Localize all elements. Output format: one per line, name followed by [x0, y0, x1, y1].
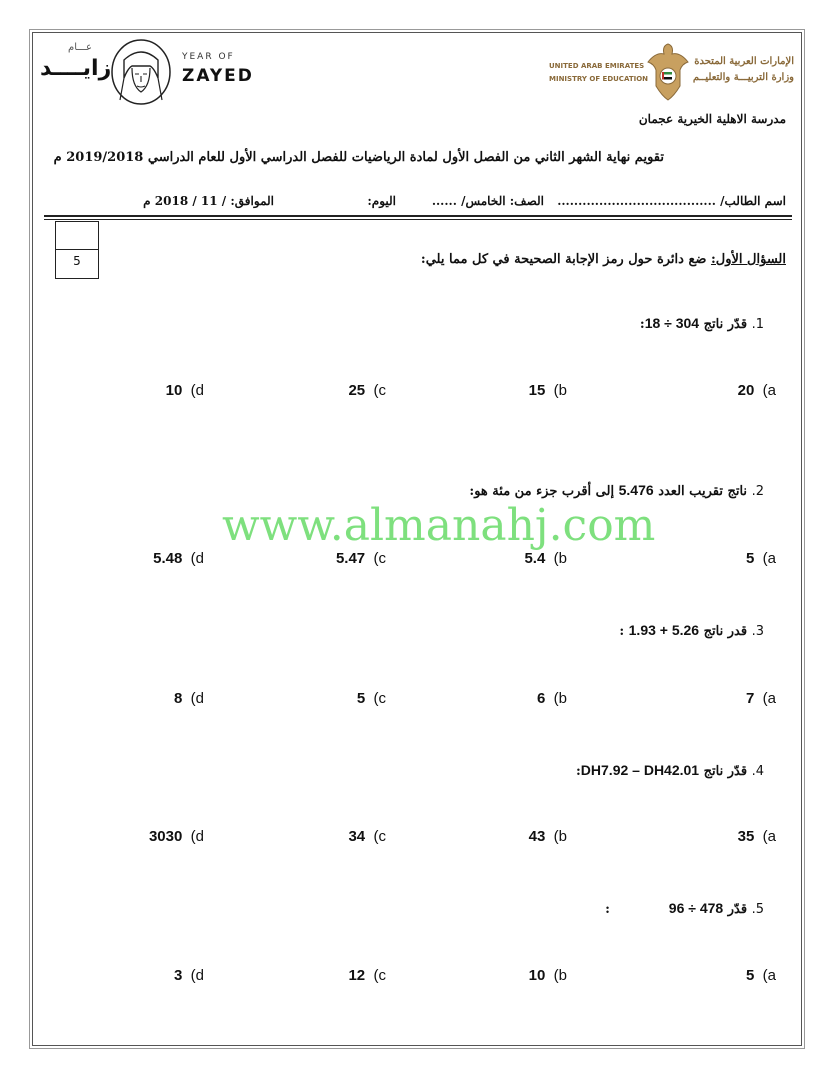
option-value: 5.4 — [524, 550, 546, 567]
question-number: 4. — [751, 764, 764, 779]
option-a[interactable] — [738, 828, 776, 845]
option-value: 3030 — [148, 828, 183, 845]
option-letter: (a — [762, 828, 776, 845]
date-field: الموافق: / 11 / 2018 م — [143, 194, 274, 208]
option-letter: (d — [190, 967, 204, 984]
exam-title: تقويم نهاية الشهر الثاني من الفصل الأول لمادة الرياضيات للفصل الدراسي الأول للعام الدراسي 2019/2018 م — [53, 150, 664, 165]
option-b[interactable] — [529, 967, 567, 984]
header-divider — [44, 215, 792, 217]
option-letter: (b — [553, 382, 567, 399]
option-value: 12 — [348, 967, 366, 984]
option-letter: (a — [762, 550, 776, 567]
option-letter: (b — [553, 828, 567, 845]
option-c[interactable] — [357, 690, 386, 707]
question-suffix: : — [575, 764, 581, 779]
option-value: 3 — [173, 967, 183, 984]
option-letter: (c — [373, 967, 386, 984]
option-c[interactable] — [348, 382, 386, 399]
question-number: 1. — [751, 317, 764, 332]
uae-arabic-line1: الإمارات العربية المتحدة — [694, 56, 794, 67]
option-value: 10 — [165, 382, 183, 399]
school-name: مدرسة الاهلية الخيرية عجمان — [638, 112, 786, 126]
watermark: www.almanahj.com — [222, 500, 656, 551]
option-value: 20 — [737, 382, 755, 399]
section-instruction: ضع دائرة حول رمز الإجابة الصحيحة في كل مما يلي: — [420, 252, 711, 267]
option-value: 10 — [528, 967, 546, 984]
option-letter: (c — [373, 828, 386, 845]
question-expression: 5.476 — [618, 482, 654, 498]
zayed-ar: زايــــد — [40, 56, 112, 81]
question-prefix: قدّر ناتج — [699, 317, 752, 332]
option-d[interactable] — [174, 967, 204, 984]
option-value: 34 — [348, 828, 366, 845]
option-value: 6 — [536, 690, 546, 707]
option-letter: (b — [553, 550, 567, 567]
student-name-field: اسم الطالب/ ...................................... — [557, 194, 786, 208]
option-a[interactable] — [746, 690, 776, 707]
year-of-label: YEAR OF — [182, 52, 235, 62]
question-number: 2. — [751, 484, 764, 499]
option-d[interactable] — [149, 828, 204, 845]
question-prefix: قدر ناتج — [699, 624, 752, 639]
option-a[interactable] — [746, 967, 776, 984]
option-b[interactable] — [524, 550, 567, 567]
option-d[interactable] — [153, 550, 204, 567]
option-a[interactable] — [746, 550, 776, 567]
year-of-zayed-logo — [40, 38, 254, 110]
header-divider-thin — [44, 219, 792, 220]
option-b[interactable] — [529, 828, 567, 845]
option-value: 15 — [528, 382, 546, 399]
question-suffix: : — [619, 624, 629, 639]
option-b[interactable] — [529, 382, 567, 399]
question-number: 5. — [751, 902, 764, 917]
option-letter: (c — [373, 550, 386, 567]
grade-box — [55, 221, 99, 279]
grade-box-divider — [56, 249, 98, 250]
option-value: 35 — [737, 828, 755, 845]
option-letter: (d — [190, 382, 204, 399]
option-value: 8 — [173, 690, 183, 707]
option-letter: (b — [553, 690, 567, 707]
section-heading — [421, 252, 786, 267]
option-d[interactable] — [174, 690, 204, 707]
option-c[interactable] — [336, 550, 386, 567]
option-value: 5 — [356, 690, 366, 707]
question-3 — [619, 622, 764, 639]
portrait-icon — [110, 38, 172, 106]
option-d[interactable] — [166, 382, 204, 399]
uae-english-line2: MINISTRY OF EDUCATION — [549, 75, 649, 83]
option-c[interactable] — [348, 828, 386, 845]
uae-arabic-line2: وزارة التربيـــة والتعليــم — [692, 72, 794, 83]
question-expression: 18 ÷ 304 — [644, 315, 700, 331]
question-2 — [469, 482, 764, 499]
option-value: 5 — [745, 550, 755, 567]
option-letter: (b — [553, 967, 567, 984]
option-value: 5.47 — [335, 550, 366, 567]
question-number: 3. — [751, 624, 764, 639]
question-suffix: : — [605, 902, 669, 917]
question-expression: 96 ÷ 478 — [668, 900, 724, 916]
zayed-english-label: ZAYED — [182, 66, 254, 86]
section-label: السؤال الأول: — [710, 252, 786, 267]
option-value: 25 — [348, 382, 366, 399]
zayed-ar-small: عـــام — [68, 42, 92, 53]
option-letter: (d — [190, 828, 204, 845]
option-letter: (d — [190, 550, 204, 567]
question-1 — [640, 315, 764, 332]
option-value: 43 — [528, 828, 546, 845]
option-a[interactable] — [738, 382, 776, 399]
question-prefix: ناتج تقريب العدد — [653, 484, 752, 499]
option-value: 5.48 — [153, 550, 183, 567]
option-value: 7 — [745, 690, 755, 707]
question-prefix: قدّر — [723, 902, 752, 917]
grade-max-value: 5 — [73, 254, 81, 268]
question-suffix: إلى أقرب جزء من مئة هو: — [469, 484, 619, 499]
question-prefix: قدّر ناتج — [699, 764, 752, 779]
class-field: الصف: الخامس/ ...... — [431, 194, 544, 208]
option-c[interactable] — [348, 967, 386, 984]
question-suffix: : — [639, 317, 645, 332]
falcon-emblem-icon — [644, 40, 692, 104]
question-expression: 1.93 + 5.26 — [628, 622, 700, 638]
option-value: 5 — [745, 967, 755, 984]
uae-english-line1: UNITED ARAB EMIRATES — [549, 62, 645, 70]
question-5 — [605, 900, 764, 917]
option-letter: (c — [373, 690, 386, 707]
option-b[interactable] — [537, 690, 567, 707]
day-field: اليوم: — [367, 194, 396, 208]
question-expression: DH7.92 – DH42.01 — [580, 762, 700, 778]
option-letter: (a — [762, 382, 776, 399]
ministry-logo — [549, 40, 794, 110]
question-4 — [576, 762, 764, 779]
option-letter: (d — [190, 690, 204, 707]
option-letter: (a — [762, 967, 776, 984]
option-letter: (c — [373, 382, 386, 399]
option-letter: (a — [762, 690, 776, 707]
